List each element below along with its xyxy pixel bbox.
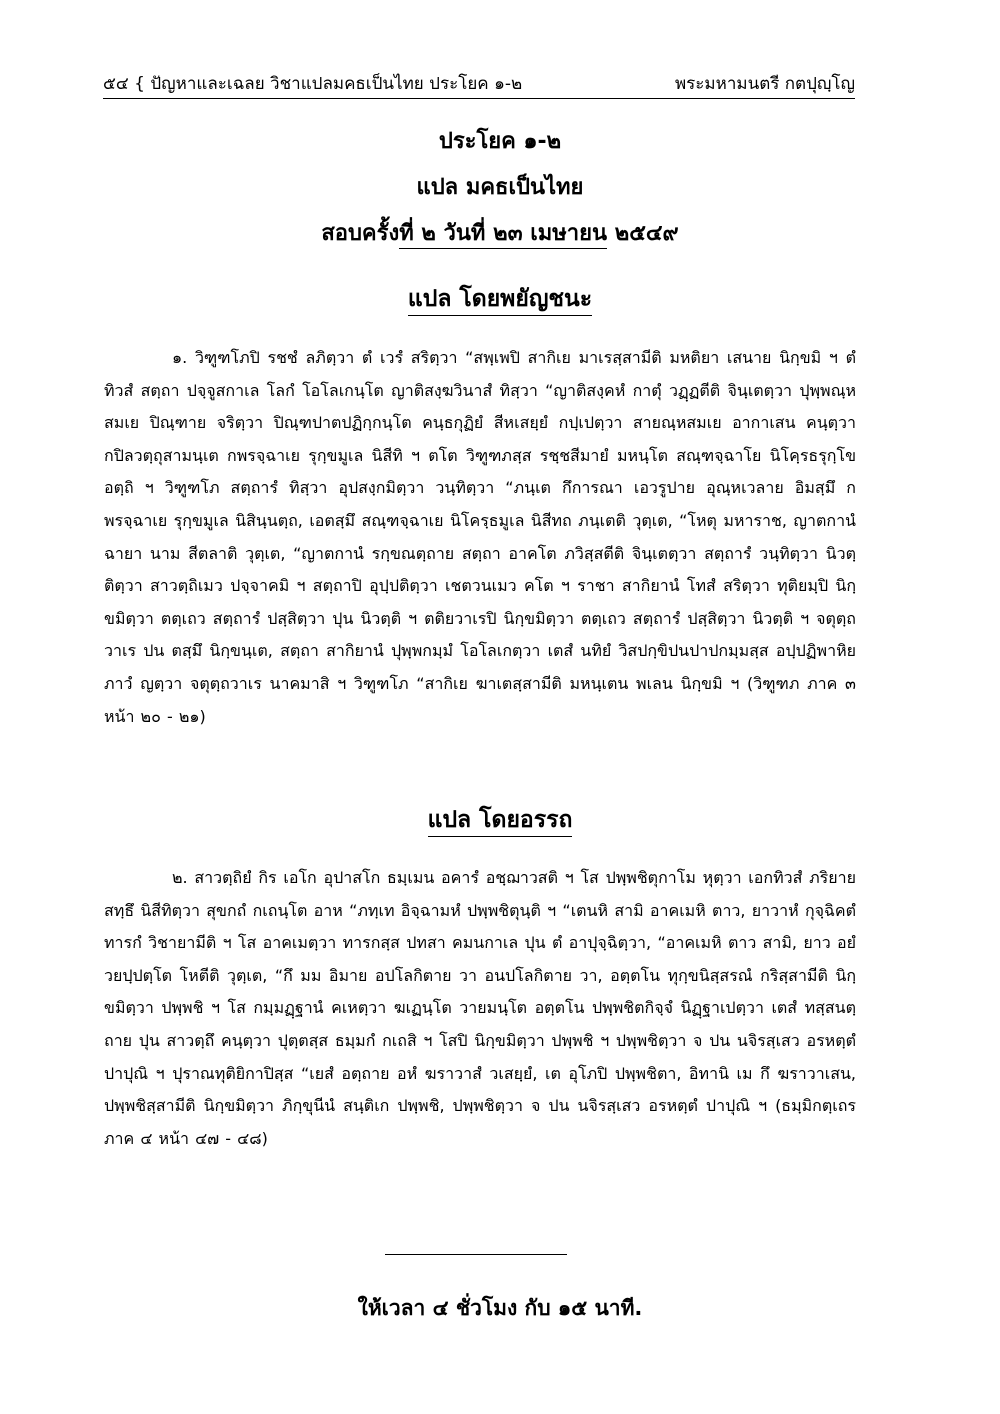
title-subject: แปล มคธเป็นไทย <box>416 175 584 200</box>
title-exam-date-underlined: ที่ ๒ วันที่ ๒๓ เมษายน <box>399 221 607 249</box>
title-level: ประโยค ๑-๒ <box>438 129 562 154</box>
header-left: ๕๔ { ปัญหาและเฉลย วิชาแปลมคธเป็นไทย ประโยค ๑-๒ <box>103 74 523 94</box>
section-heading-meaning-text: แปล โดยอรรถ <box>428 807 573 837</box>
section-heading-literal-text: แปล โดยพยัญชนะ <box>408 286 592 316</box>
separator-rule <box>385 1254 567 1255</box>
section-heading-literal <box>0 284 1000 314</box>
title-exam-date <box>0 220 1000 248</box>
time-allowed-note: ให้เวลา ๔ ชั่วโมง กับ ๑๕ นาที. <box>357 1296 643 1320</box>
passage-1: ๑. วิฑูฑโภปิ รชชํ ลภิตฺวา ตํ เวรํ สริตฺวา “สพฺเพปิ สากิเย มาเรสฺสามีติ มหติยา เสนาย นิกฺขมิ ฯ ตํ ทิวสํ สตฺถา ปจฺจูสกาเล โลกํ โอโลเกนฺโต ญาติสงฺฆวินาสํ ทิสฺวา “ญาติสงฺคหํ กาตุํ วฏฺฏตีติ จินฺเตตฺวา ปุพฺพณฺหสมเย ปิณฺฑาย จริตฺวา ปิณฺฑปาตปฏิกฺกนฺโต คนฺธกุฏิยํ สีหเสยฺยํ กปฺเปตฺวา สายณฺหสมเย อากาเสน คนฺตฺวา กปิลวตฺถุสามนฺเต กพรจฺฉาเย รุกฺขมูเล นิสีทิ ฯ ตโต วิฑูฑภสฺส รชฺชสีมายํ มหนฺโต สณฺฑจฺฉาโย นิโคฺรธรุกฺโข อตฺถิ ฯ วิฑูฑโภ สตฺถารํ ทิสฺวา อุปสงฺกมิตฺวา วนฺทิตฺวา “ภนฺเต กึการณา เอวรูปาย อุณฺหเวลาย อิมสฺมึ กพรจฺฉาเย รุกฺขมูเล นิสินฺนตฺถ, เอตสฺมึ สณฺฑจฺฉาเย นิโครฺธมูเล นิสีทถ ภนฺเตติ วุตฺเต, “โหตุ มหาราช, ญาตกานํ ฉายา นาม สีตลาติ วุตฺเต, “ญาตกานํ รกฺขณตฺถาย สตฺถา อาคโต ภวิสฺสตีติ จินฺเตตฺวา สตฺถารํ วนฺทิตฺวา นิวตฺติตฺวา สาวตฺถิเมว ปจฺจาคมิ ฯ สตฺถาปิ อุปฺปติตฺวา เชตวนเมว คโต ฯ ราชา สากิยานํ โทสํ สริตฺวา ทุติยมฺปิ นิกฺขมิตฺวา ตตฺเถว สตฺถารํ ปสฺสิตฺวา ปุน นิวตฺติ ฯ ตติยวาเรปิ นิกฺขมิตฺวา ตตฺเถว สตฺถารํ ปสฺสิตฺวา นิวตฺติ ฯ จตุตฺถวาเร ปน ตสฺมึ นิกฺขนฺเต, สตฺถา สากิยานํ ปุพฺพกมฺมํ โอโลเกตฺวา เตสํ นทิยํ วิสปกฺขิปนปาปกมฺมสฺส อปฺปฏิพาหิยภาวํ ญตฺวา จตุตฺถวาเร นาคมาสิ ฯ วิฑูฑโภ “สากิเย ฆาเตสฺสามีติ มหนฺเตน พเลน นิกฺขมิ ฯ (วิฑูฑภ ภาค ๓ หน้า ๒๐ - ๒๑) <box>104 348 857 726</box>
section-heading-meaning <box>0 805 1000 835</box>
passage-2: ๒. สาวตฺถิยํ กิร เอโก อุปาสโก ธมฺเมน อคารํ อชฺฌาวสติ ฯ โส ปพฺพชิตุกาโม หุตฺวา เอกทิวสํ ภริยาย สทฺธึ นิสีทิตฺวา สุขกถํ กเถนฺโต อาห “ภทฺเท อิจฺฉามหํ ปพฺพชิตุนฺติ ฯ “เตนหิ สามิ อาคเมหิ ตาว, ยาวาหํ กุจฺฉิคตํ ทารกํ วิชายามีติ ฯ โส อาคเมตฺวา ทารกสฺส ปทสา คมนกาเล ปุน ตํ อาปุจฺฉิตฺวา, “อาคเมหิ ตาว สามิ, ยาว อยํ วยปฺปตฺโต โหตีติ วุตฺเต, “กึ มม อิมาย อปโลกิตาย วา อนปโลกิตาย วา, อตฺตโน ทุกฺขนิสฺสรณํ กริสฺสามีติ นิกฺขมิตฺวา ปพฺพชิ ฯ โส กมฺมฏฺฐานํ คเหตฺวา ฆเฏนฺโต วายมนฺโต อตฺตโน ปพฺพชิตกิจฺจํ นิฏฺฐาเปตฺวา เตสํ ทสฺสนตฺถาย ปุน สาวตฺถึ คนฺตฺวา ปุตฺตสฺส ธมฺมกํ กเถสิ ฯ โสปิ นิกฺขมิตฺวา ปพฺพชิ ฯ ปพฺพชิตฺวา จ ปน นจิรสฺเสว อรหตฺตํ ปาปุณิ ฯ ปุราณทุติยิกาปิสฺส “เยสํ อตฺถาย อหํ ฆราวาสํ วเสยฺยํ, เต อุโภปิ ปพฺพชิตา, อิทานิ เม กึ ฆราวาเสน, ปพฺพชิสฺสามีติ นิกฺขมิตฺวา ภิกฺขุนีนํ สนฺติเก ปพฺพชิ, ปพฺพชิตฺวา จ ปน นจิรสฺเสว อรหตฺตํ ปาปุณิ ฯ (ธมฺมิกตฺเถร ภาค ๔ หน้า ๔๗ - ๔๘) <box>104 868 857 1148</box>
title-exam-prefix: สอบครั้ง <box>321 221 400 246</box>
header-right: พระมหามนตรี กตปุญฺโญ <box>674 74 855 94</box>
running-header <box>103 66 855 99</box>
title-exam-year: ๒๕๔๙ <box>607 221 679 246</box>
